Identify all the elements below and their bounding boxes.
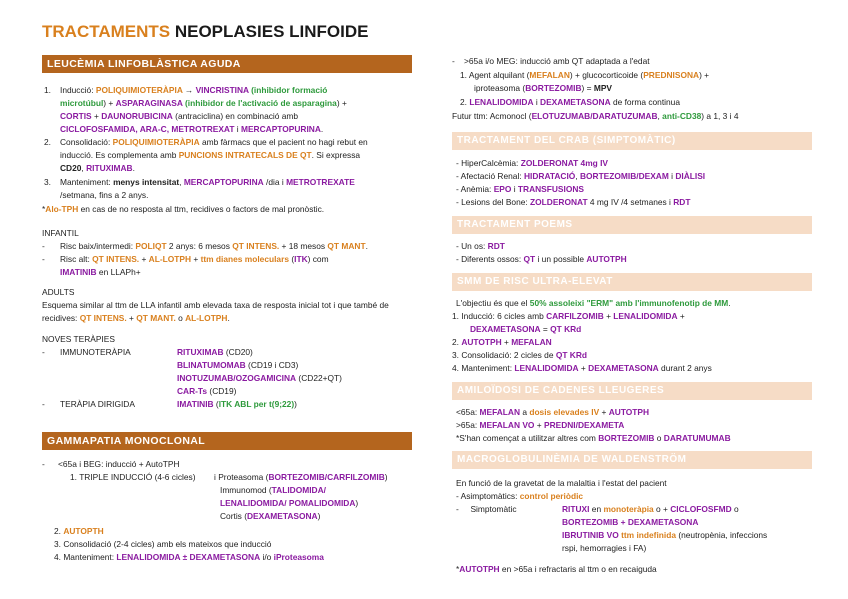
lla-list: 1. Inducció: POLIQUIMIOTERÀPIA → VINCRISTINA (inhibidor formació microtúbul) + ASPARAGINASA (inhibidor de l'activació de asparagina) + CORTIS + DAUNORUBICINA (antraciclina) en combinació amb CICLOFOSFAMIDA, ARA-C, METROTREXAT i MERCAPTOPURINA. 2. Consolidació: POLIQUIMIOTERÀPIA amb fàrmacs que el pacient no hagi rebut en inducció. Es complementa amb PUNCIONS INTRATECALS DE QT. Si expressa CD20, RITUXIMAB. 3. Manteniment: menys intensitat, MERCAPTOPURINA /dia i METROTREXATE /setmana, fins a 2 anys. *Alo-TPH en cas de no resposta al ttm, recidives o factors de mal pronòstic. INFANTIL - Risc baix/intermedi: POLIQT 2 anys: 6 mesos QT INTENS. + 18 mesos QT MANT.: [42, 85, 368, 251]
subheading-adults: ADULTS: [42, 287, 75, 297]
page-title: TRACTAMENTS NEOPLASIES LINFOIDE: [42, 22, 369, 41]
list-item: - Afectació Renal: HIDRATACIÓ, BORTEZOMIB/DEXAM i DIÀLISI: [456, 171, 706, 181]
section-header-lla: LEUCÈMIA LINFOBLÀSTICA AGUDA: [42, 55, 412, 73]
list-item: - Anèmia: EPO i TRANSFUSIONS: [456, 184, 584, 194]
list-item: - Un os: RDT: [456, 241, 505, 251]
subheading-infantil: INFANTIL: [42, 228, 79, 238]
section-header-poems: TRACTAMENT POEMS: [452, 216, 812, 234]
list-item: Inducció: POLIQUIMIOTERÀPIA → VINCRISTINA (inhibidor formació: [60, 85, 328, 95]
section-header-waldenstrom: MACROGLOBULINÈMIA DE WALDENSTRÖM: [452, 451, 812, 469]
list-item: Risc baix/intermedi: POLIQT 2 anys: 6 mesos QT INTENS. + 18 mesos QT MANT.: [60, 241, 368, 251]
list-item: Manteniment: menys intensitat, MERCAPTOPURINA /dia i METROTREXATE: [60, 177, 355, 187]
list-item: Risc alt: QT INTENS. + AL-LOTPH + ttm dianes moleculars (ITK) com: [60, 254, 329, 264]
note: *Alo-TPH en cas de no resposta al ttm, recidives o factors de mal pronòstic.: [42, 204, 325, 214]
note: *AUTOTPH en >65a i refractaris al ttm o en recaiguda: [456, 564, 657, 574]
list-item: - Diferents ossos: QT i un possible AUTOTPH: [456, 254, 627, 264]
left-column: LEUCÈMIA LINFOBLÀSTICA AGUDA 1. Inducció: POLIQUIMIOTERÀPIA → VINCRISTINA (inhibidor formació microtúbul) + ASPARAGINASA (inhibidor de l'activació de asparagina) + CORTIS + DAUNORUBICINA (antraciclina) en combinació amb CICLOFOSFAMIDA, ARA-C, METROTREXAT i MERCAPTOPURINA. 2. Consolidació: POLIQUIMIOTERÀPIA amb fàrmacs que el pacient no hagi rebut en inducció. Es complementa amb PUNCIONS INTRATECALS DE QT. Si expressa CD20, RITUXIMAB. 3. Manteniment: menys intensitat, MERCAPTOPURINA /dia i METROTREXATE /setmana, fins a 2 anys. *Alo-TPH en cas de no resposta al ttm, recidives o factors de mal pronòstic. INFANTIL - Risc baix/intermedi: POLIQT 2 anys: 6 mesos QT INTENS. + 18 mesos QT MANT. - Risc alt: QT INTENS. + AL-LOTPH + ttm dianes moleculars (ITK) com IMATINIB en LLAPh+ ADULTS Esquema similar al ttm de LLA infantil amb elevada taxa de resposta inicial tot i que també de recidives: QT INTENS. + QT MANT. o AL-LOTPH. NOVES TERÀPIES - IMMUNOTERÀPIA RITUXIMAB (CD20) BLINATUMOMAB (CD19 i CD3) INOTUZUMAB/OZOGAMICINA (CD22+QT) CAR-Ts (CD19) - TERÀPIA DIRIGIDA IMATINIB (ITK ABL per t(9;22)) GAMMAPATIA MONOCLONAL - <65a i BEG: inducció + AutoTPH 1. TRIPLE INDUCCIÓ (4-6 cicles) i Proteasoma (BORTEZOMIB/CARFILZOMIB) Immunomod (TALIDOMIDA/ LENALIDOMIDA/ POMALIDOMIDA) Cortis (DEXAMETASONA) 2. AUTOPTH 3. Consolidació (2-4 cicles) amb els mateixos que inducció 4. Manteniment: LENALIDOMIDA ± DEXAMETASONA i/o iProteasoma: [42, 55, 412, 570]
list-item: Consolidació: POLIQUIMIOTERÀPIA amb fàrmacs que el pacient no hagi rebut en: [60, 137, 368, 147]
section-header-crab: TRACTAMENT DEL CRAB (SIMPTOMÀTIC): [452, 132, 812, 150]
section-header-gammapatia: GAMMAPATIA MONOCLONAL: [42, 432, 412, 450]
list-item: - HiperCalcèmia: ZOLDERONAT 4mg IV: [456, 158, 609, 168]
section-header-amiloidosi: AMILOÏDOSI DE CADENES LLEUGERES: [452, 382, 812, 400]
section-header-smm: SMM DE RISC ULTRA-ELEVAT: [452, 273, 812, 291]
list-item: - Lesions del Bone: ZOLDERONAT 4 mg IV /4 setmanes i RDT: [456, 197, 691, 207]
list-item: - Asimptomàtics: control periòdic: [456, 491, 584, 501]
list-item: - Simptomàtic: [456, 504, 517, 514]
subheading-noves-terapies: NOVES TERÀPIES: [42, 334, 115, 344]
